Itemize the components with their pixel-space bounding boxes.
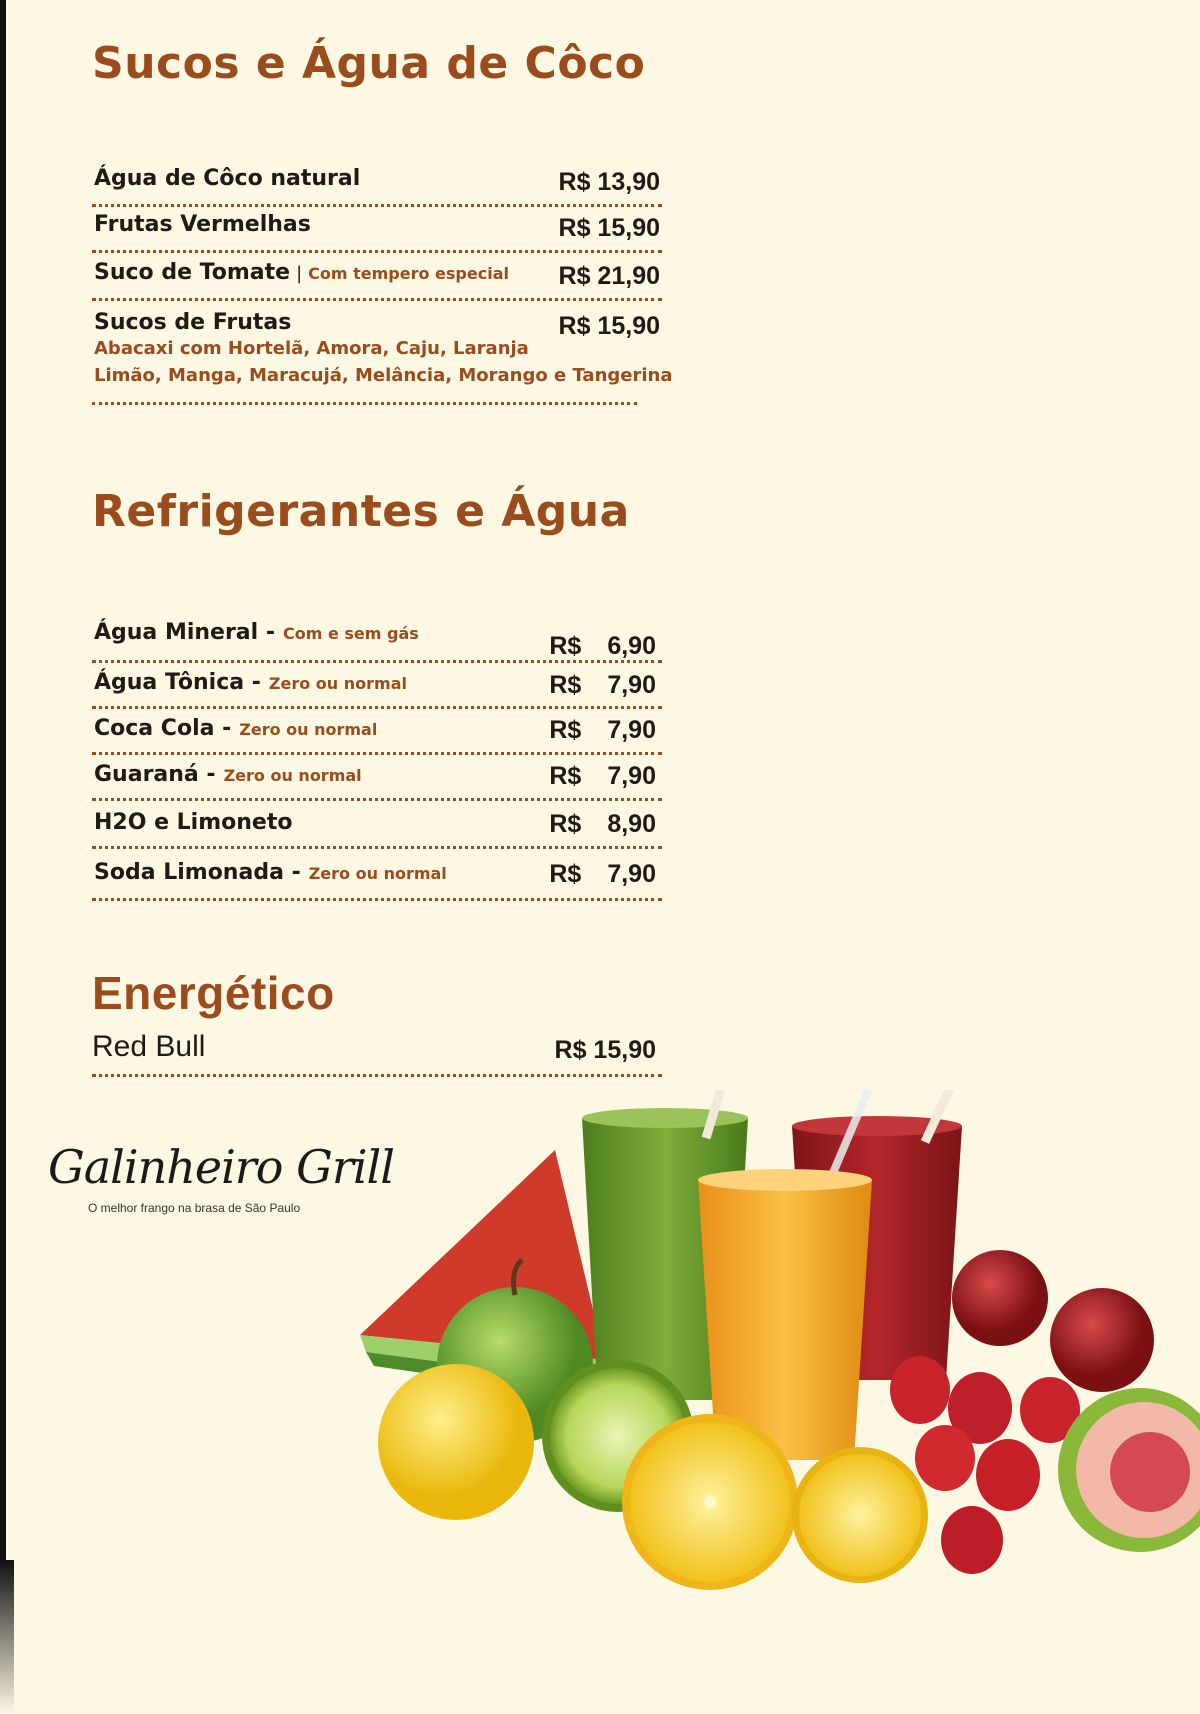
item-price: R$ 15,90 <box>558 214 660 242</box>
menu-item-agua-coco <box>92 160 662 207</box>
brand-logo: Galinheiro Grill <box>48 1140 394 1194</box>
item-note: Zero ou normal <box>308 864 447 883</box>
menu-item-h2o <box>92 800 662 849</box>
menu-item-agua-mineral <box>92 616 662 663</box>
item-detail-line-1: Abacaxi com Hortelã, Amora, Caju, Laranja <box>94 338 529 359</box>
item-note: Com e sem gás <box>282 624 419 643</box>
section-title-sucos: Sucos e Água de Côco <box>92 38 646 89</box>
item-detail-line-2: Limão, Manga, Maracujá, Melância, Morango e Tangerina <box>94 365 673 386</box>
item-price <box>549 671 656 700</box>
item-name: Soda Limonada - <box>94 860 301 885</box>
item-price: R$ 15,90 <box>558 312 660 340</box>
item-price-value: 7,90 <box>607 860 656 888</box>
item-note: Zero ou normal <box>223 766 362 785</box>
item-name: H2O e Limoneto <box>94 810 293 835</box>
item-name: Suco de Tomate <box>94 260 291 285</box>
item-price <box>549 860 656 889</box>
item-name: Água Mineral - <box>94 620 275 645</box>
item-price-value: 7,90 <box>607 762 656 790</box>
currency-label: R$ <box>549 810 582 838</box>
item-name: Red Bull <box>92 1030 206 1063</box>
item-name-group <box>94 620 419 645</box>
item-price <box>549 632 656 661</box>
item-price-value: 8,90 <box>607 810 656 838</box>
item-price: R$ 15,90 <box>554 1036 656 1064</box>
currency-label: R$ <box>549 716 582 744</box>
item-name: Guaraná - <box>94 762 216 787</box>
red-apple <box>952 1250 1048 1346</box>
menu-item-frutas-vermelhas <box>92 206 662 253</box>
section-title-refrigerantes: Refrigerantes e Água <box>92 486 630 537</box>
item-price <box>549 762 656 791</box>
item-note: Zero ou normal <box>239 720 378 739</box>
item-name-group <box>94 670 407 695</box>
item-name-group <box>94 860 447 885</box>
red-apple <box>1050 1288 1154 1392</box>
item-name: Sucos de Frutas <box>94 310 292 335</box>
item-price <box>549 716 656 745</box>
item-price-value: 6,90 <box>607 632 656 660</box>
left-edge-fade <box>0 1560 14 1714</box>
menu-item-sucos-frutas <box>92 300 673 405</box>
currency-label: R$ <box>549 762 582 790</box>
menu-item-guarana <box>92 754 662 801</box>
juices-and-fruits-image <box>360 1090 1200 1714</box>
currency-label: R$ <box>549 632 582 660</box>
item-note: Zero ou normal <box>268 674 407 693</box>
menu-item-agua-tonica <box>92 662 662 709</box>
menu-item-suco-tomate <box>92 252 662 301</box>
item-price-value: 7,90 <box>607 671 656 699</box>
item-note: Com tempero especial <box>308 264 509 283</box>
currency-label: R$ <box>549 671 582 699</box>
menu-item-red-bull <box>92 1028 662 1077</box>
item-name: Frutas Vermelhas <box>94 212 311 237</box>
item-name: Água de Côco natural <box>94 166 361 191</box>
item-price-value: 7,90 <box>607 716 656 744</box>
item-name-group <box>94 762 362 787</box>
item-price <box>549 810 656 839</box>
left-edge-shadow <box>0 0 6 1714</box>
item-separator: | <box>296 263 303 284</box>
yellow-fruit <box>378 1364 534 1520</box>
item-price: R$ 21,90 <box>558 262 660 290</box>
item-name-group <box>94 716 377 741</box>
item-name: Água Tônica - <box>94 670 261 695</box>
menu-item-coca-cola <box>92 708 662 755</box>
section-title-energetico: Energético <box>92 967 335 1019</box>
currency-label: R$ <box>549 860 582 888</box>
brand-tagline: O melhor frango na brasa de São Paulo <box>88 1201 301 1215</box>
item-name-group <box>94 260 509 285</box>
item-price: R$ 13,90 <box>558 168 660 196</box>
item-name: Coca Cola - <box>94 716 232 741</box>
menu-item-soda-limonada <box>92 848 662 901</box>
